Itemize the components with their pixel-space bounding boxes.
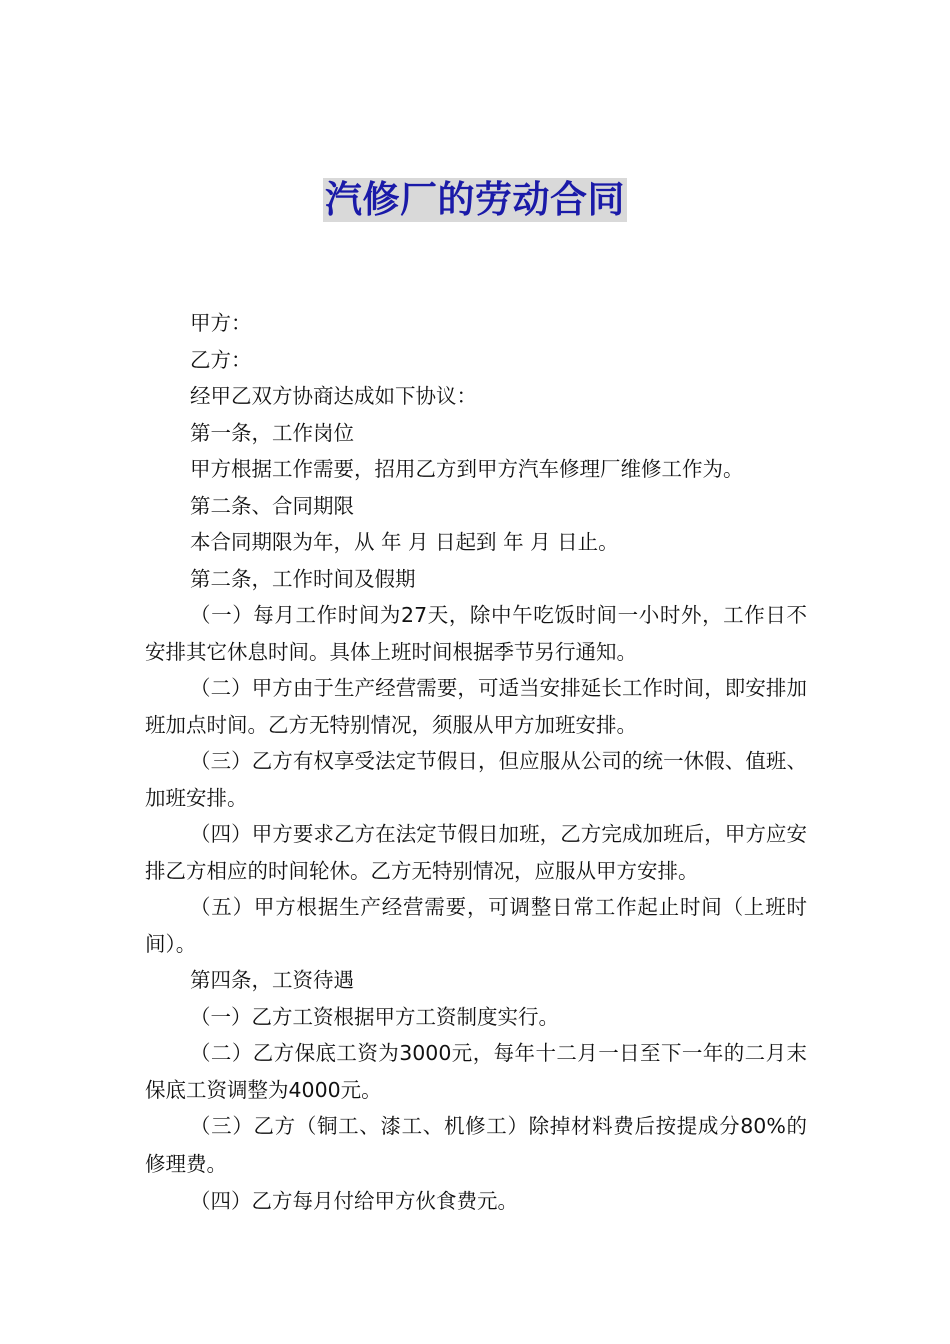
clause: （五）甲方根据生产经营需要，可调整日常工作起止时间（上班时间）。 [145,895,807,956]
article-heading: 第二条，工作时间及假期 [190,566,416,591]
paragraph: 甲方根据工作需要，招用乙方到甲方汽车修理厂维修工作为。 [190,457,744,481]
clause: （三）乙方有权享受法定节假日，但应服从公司的统一休假、值班、加班安排。 [145,749,807,810]
title-container [0,178,950,222]
article-heading: 第二条、合同期限 [190,493,354,518]
clause: （二）甲方由于生产经营需要，可适当安排延长工作时间，即安排加班加点时间。乙方无特别情况，须服从甲方加班安排。 [145,676,807,737]
article-heading: 第四条，工资待遇 [190,968,354,992]
paragraph: 本合同期限为年，从 年 月 日起到 年 月 日止。 [190,530,619,554]
party-a-line: 甲方： [190,311,252,335]
party-b-line: 乙方： [190,347,252,372]
clause: （四）乙方每月付给甲方伙食费元。 [190,1189,518,1213]
clause: （二）乙方保底工资为3000元，每年十二月一日至下一年的二月末保底工资调整为4000元。 [145,1041,807,1102]
clause: （三）乙方（铜工、漆工、机修工）除掉材料费后按提成分80%的修理费。 [145,1114,807,1176]
document-body [145,305,807,1220]
clause: （一）每月工作时间为27天，除中午吃饭时间一小时外，工作日不安排其它休息时间。具体上班时间根据季节另行通知。 [145,603,807,664]
clause: （四）甲方要求乙方在法定节假日加班，乙方完成加班后，甲方应安排乙方相应的时间轮休。乙方无特别情况，应服从甲方安排。 [145,822,807,883]
article-heading: 第一条，工作岗位 [190,420,354,445]
document-title: 汽修厂的劳动合同 [325,178,625,221]
agreement-intro: 经甲乙双方协商达成如下协议： [190,384,477,408]
clause: （一）乙方工资根据甲方工资制度实行。 [190,1004,559,1029]
